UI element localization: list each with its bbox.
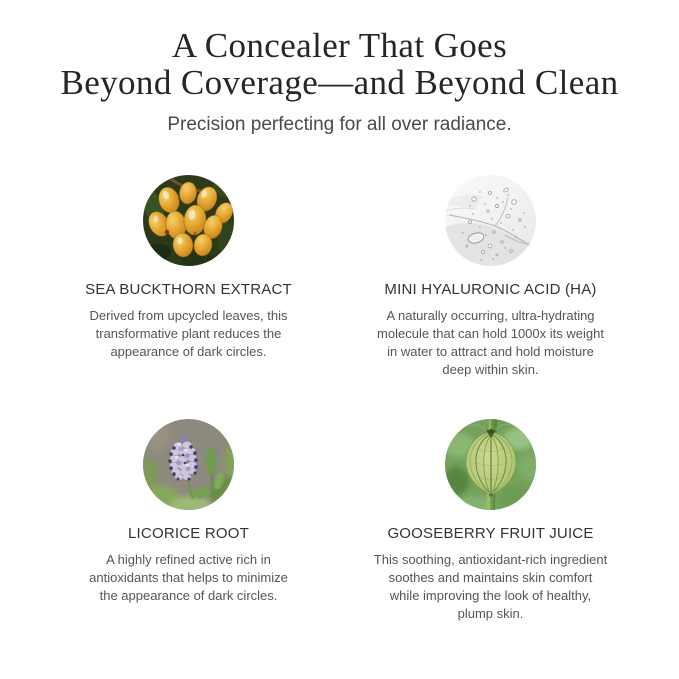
gooseberry-image bbox=[445, 419, 536, 510]
hyaluronic-acid-image bbox=[445, 175, 536, 266]
ingredient-description: A naturally occurring, ultra-hydrating molecule that can hold 1000x its weight in water to attract and hold moisture deep within skin. bbox=[377, 308, 604, 378]
ingredient-card-hyaluronic-acid bbox=[340, 175, 642, 379]
ingredient-name: SEA BUCKTHORN EXTRACT bbox=[85, 281, 292, 299]
page-title-line-2: Beyond Coverage—and Beyond Clean bbox=[60, 63, 619, 103]
ingredient-card-licorice-root bbox=[38, 419, 340, 623]
ingredient-name: MINI HYALURONIC ACID (HA) bbox=[384, 281, 597, 299]
ingredient-card-gooseberry bbox=[340, 419, 642, 623]
page-subtitle: Precision perfecting for all over radiance. bbox=[167, 114, 512, 136]
ingredient-description: A highly refined active rich in antioxidants that helps to minimize the appearance of dark circles. bbox=[89, 552, 288, 604]
ingredient-card-sea-buckthorn bbox=[38, 175, 340, 379]
page-title-line-1: A Concealer That Goes bbox=[171, 26, 508, 65]
page-title bbox=[0, 27, 679, 101]
licorice-root-image bbox=[143, 419, 234, 510]
ingredient-grid bbox=[0, 175, 679, 623]
ingredient-name: LICORICE ROOT bbox=[128, 525, 249, 543]
ingredient-description: Derived from upcycled leaves, this transformative plant reduces the appearance of dark circles. bbox=[89, 308, 288, 360]
ingredient-name: GOOSEBERRY FRUIT JUICE bbox=[387, 525, 594, 543]
ingredient-description: This soothing, antioxidant-rich ingredient soothes and maintains skin comfort while improving the look of healthy, plump skin. bbox=[373, 552, 608, 622]
header bbox=[0, 0, 679, 136]
sea-buckthorn-image bbox=[143, 175, 234, 266]
